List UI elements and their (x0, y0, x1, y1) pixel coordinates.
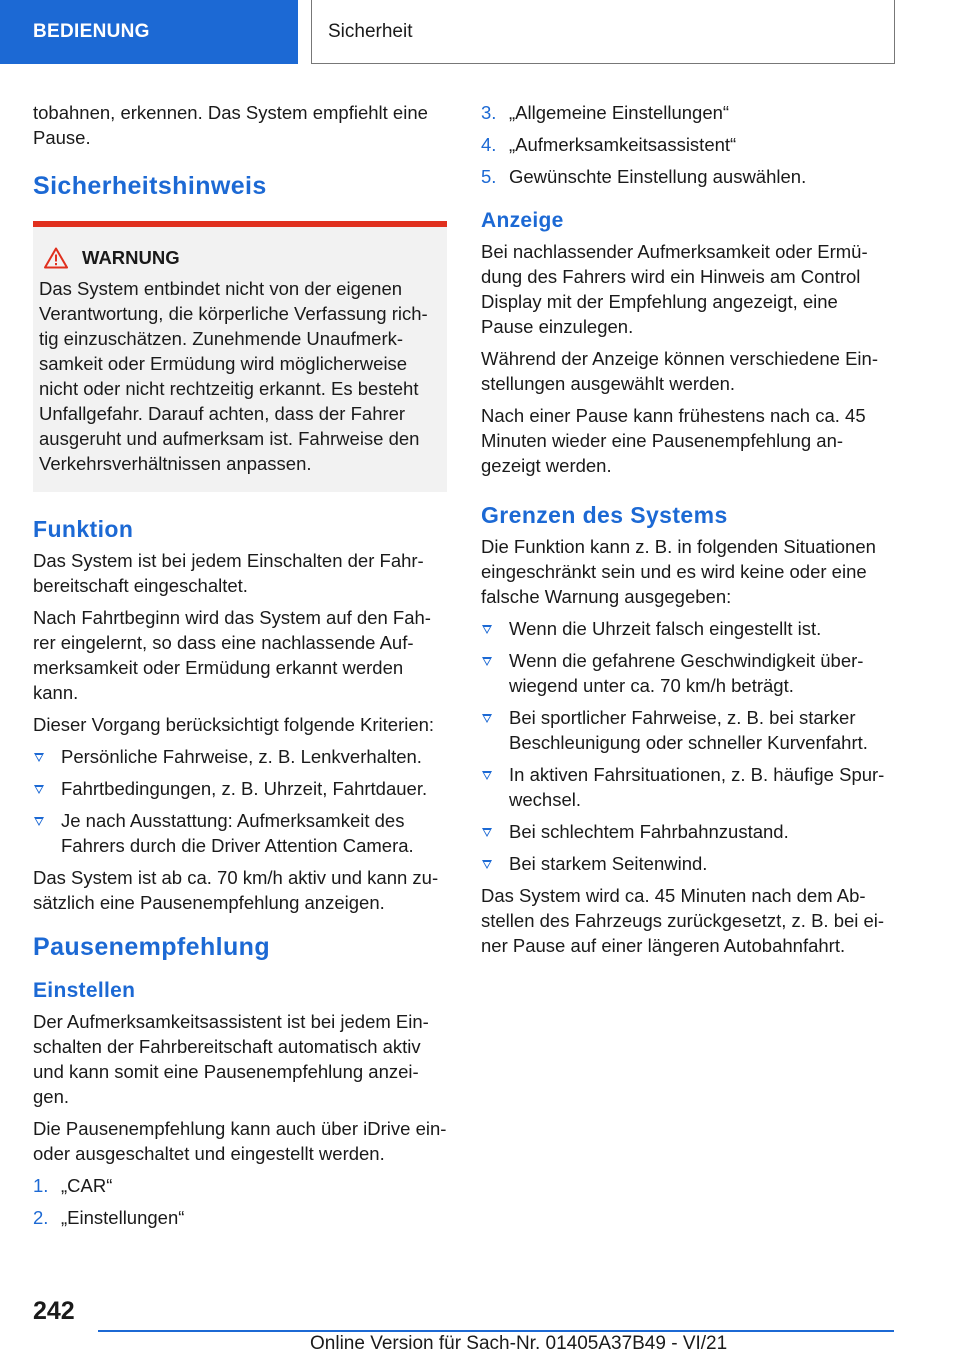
list-item (481, 851, 892, 876)
warning-title (39, 245, 439, 270)
list-item (33, 1173, 447, 1198)
list-item-text: Fahrtbedingungen, z. B. Uhrzeit, Fahrtdauer. (61, 778, 428, 799)
bullet-triangle-icon (34, 817, 44, 826)
anzeige-para-1: Bei nachlassender Aufmerksamkeit oder Ermü-dung des Fahrers wird ein Hinweis am Control Display mit der Empfehlung angezeigt, eine Pause einzulegen. (481, 241, 868, 337)
list-item-text: Je nach Ausstattung: Aufmerksamkeit des Fahrers durch die Driver Attention Camera. (61, 810, 414, 856)
step-text: „CAR“ (61, 1175, 113, 1196)
list-item (33, 1205, 447, 1230)
grenzen-para-2: Das System wird ca. 45 Minuten nach dem Ab-stellen des Fahrzeugs zurückgesetzt, z. B. bei ei-ner Pause auf einer längeren Autobahnfahrt. (481, 885, 885, 956)
einstellen-para-2: Die Pausenempfehlung kann auch über iDrive ein- oder ausgeschaltet und eingestellt werden. (33, 1118, 447, 1164)
list-item (33, 744, 447, 769)
footer-text[interactable]: Online Version für Sach-Nr. 01405A37B49 - VI/21 (310, 1333, 728, 1354)
bullet-triangle-icon (482, 771, 492, 780)
anzeige-para-3: Nach einer Pause kann frühestens nach ca. 45 Minuten wieder eine Pausenempfehlung an-gezeigt werden. (481, 405, 866, 476)
step-text: „Aufmerksamkeitsassistent“ (509, 134, 737, 155)
step-number: 5. (481, 166, 497, 187)
list-item (481, 762, 892, 812)
list-item (33, 776, 447, 801)
limits-list (481, 616, 892, 876)
list-item (481, 132, 892, 157)
steps-list (33, 1173, 447, 1230)
steps-list-continued (481, 100, 892, 189)
list-item (481, 705, 892, 755)
section-title: Sicherheit (311, 0, 895, 64)
bullet-triangle-icon (34, 753, 44, 762)
page-number: 242 (33, 1297, 75, 1325)
list-item-text: In aktiven Fahrsituationen, z. B. häufige Spur-wechsel. (509, 764, 885, 810)
step-text: „Einstellungen“ (61, 1207, 185, 1228)
list-item-text: Bei schlechtem Fahrbahnzustand. (509, 821, 789, 842)
left-column (33, 100, 447, 1237)
warning-label: WARNUNG (82, 247, 180, 268)
bullet-triangle-icon (482, 860, 492, 869)
list-item-text: Bei starkem Seitenwind. (509, 853, 708, 874)
warning-box (33, 221, 447, 492)
right-column (481, 100, 892, 965)
funktion-para-2: Nach Fahrtbeginn wird das System auf den Fah-rer eingelernt, so dass eine nachlassende Auf-merksamkeit oder Ermüdung erkannt werden kann. (33, 607, 431, 703)
warning-text: Das System entbindet nicht von der eigenen Verantwortung, die körperliche Verfassung rich-tig einzuschätzen. Zunehmende Unaufmerk-samkeit oder Ermüdung wird möglicherweise nicht oder nicht rechtzeitig erkannt. Es besteht Unfallgefahr. Darauf achten, dass der Fahrer ausgeruht und aufmerksam ist. Fahrweise den Verkehrsverhältnissen anpassen. (39, 278, 428, 474)
list-item-text: Persönliche Fahrweise, z. B. Lenkverhalten. (61, 746, 422, 767)
list-item (481, 100, 892, 125)
bullet-triangle-icon (482, 714, 492, 723)
list-item (481, 648, 892, 698)
bullet-triangle-icon (34, 785, 44, 794)
list-item (33, 808, 447, 858)
list-item (481, 616, 892, 641)
heading-pausenempfehlung: Pausenempfehlung (33, 933, 270, 961)
grenzen-para-1: Die Funktion kann z. B. in folgenden Situationen eingeschränkt sein und es wird keine oder eine falsche Warnung ausgegeben: (481, 536, 876, 607)
heading-grenzen: Grenzen des Systems (481, 502, 728, 528)
step-text: Gewünschte Einstellung auswählen. (509, 166, 807, 187)
bullet-triangle-icon (482, 625, 492, 634)
intro-text: tobahnen, erkennen. Das System empfiehlt eine Pause. (33, 102, 428, 148)
bullet-triangle-icon (482, 657, 492, 666)
list-item-text: Wenn die Uhrzeit falsch eingestellt ist. (509, 618, 822, 639)
step-number: 1. (33, 1175, 49, 1196)
footer-divider (98, 1330, 894, 1332)
chapter-tab[interactable]: BEDIENUNG (0, 0, 298, 64)
heading-einstellen: Einstellen (33, 979, 136, 1002)
criteria-list (33, 744, 447, 858)
einstellen-para-1: Der Aufmerksamkeitsassistent ist bei jedem Ein-schalten der Fahrbereitschaft automatisch aktiv und kann somit eine Pausenempfehlung anzei-gen. (33, 1011, 429, 1107)
funktion-para-4: Das System ist ab ca. 70 km/h aktiv und kann zu-sätzlich eine Pausenempfehlung anzeigen. (33, 867, 439, 913)
step-text: „Allgemeine Einstellungen“ (509, 102, 730, 123)
heading-sicherheitshinweis: Sicherheitshinweis (33, 172, 267, 200)
bullet-triangle-icon (482, 828, 492, 837)
step-number: 4. (481, 134, 497, 155)
heading-anzeige: Anzeige (481, 209, 564, 232)
warning-triangle-icon (44, 247, 68, 269)
funktion-para-3: Dieser Vorgang berücksichtigt folgende Kriterien: (33, 714, 435, 735)
list-item-text: Bei sportlicher Fahrweise, z. B. bei starker Beschleunigung oder schneller Kurvenfahrt. (509, 707, 868, 753)
funktion-para-1: Das System ist bei jedem Einschalten der Fahr-bereitschaft eingeschaltet. (33, 550, 424, 596)
list-item (481, 164, 892, 189)
heading-funktion: Funktion (33, 516, 134, 542)
step-number: 3. (481, 102, 497, 123)
step-number: 2. (33, 1207, 49, 1228)
list-item (481, 819, 892, 844)
anzeige-para-2: Während der Anzeige können verschiedene Ein-stellungen ausgewählt werden. (481, 348, 878, 394)
list-item-text: Wenn die gefahrene Geschwindigkeit über-wiegend unter ca. 70 km/h beträgt. (509, 650, 864, 696)
